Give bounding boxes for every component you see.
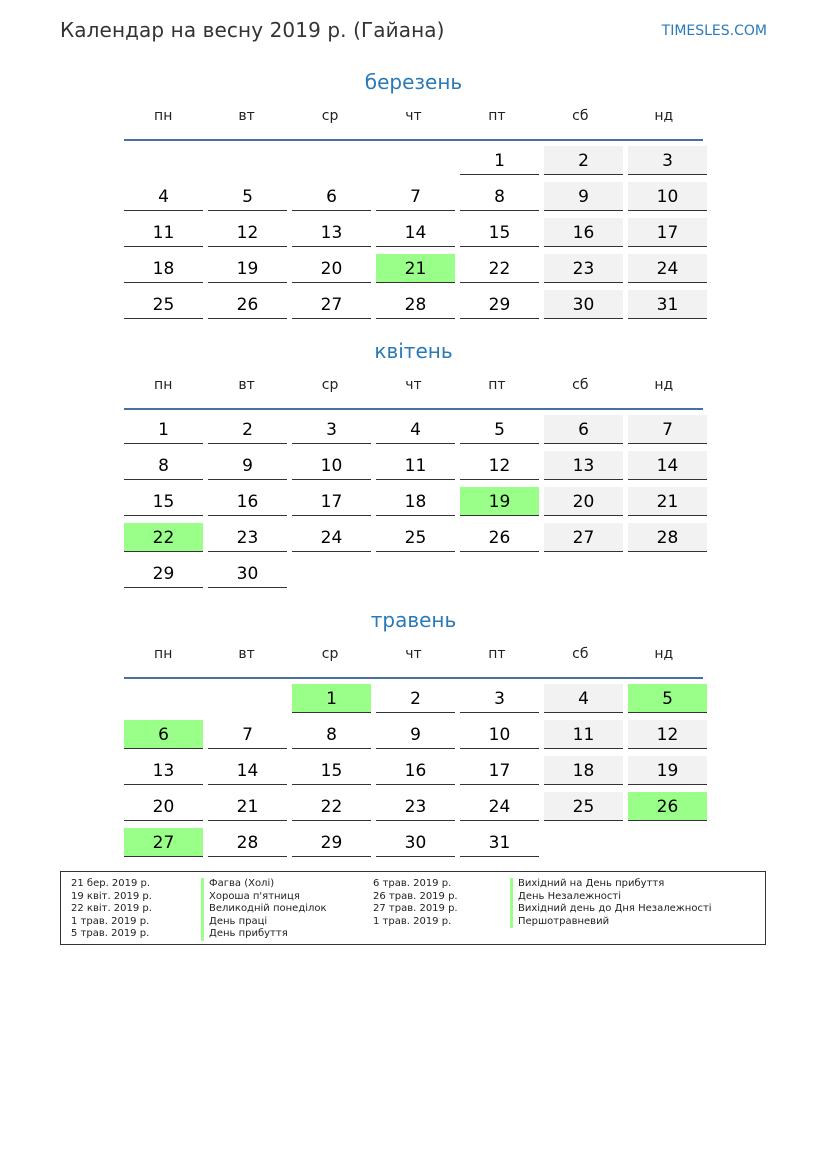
holiday-day-cell: 21 [376,254,455,283]
day-cell: 25 [124,290,203,319]
day-cell: 2 [208,415,287,444]
day-cell: 17 [460,756,539,785]
day-cell: 21 [208,792,287,821]
holiday-day-cell: 6 [124,720,203,749]
day-cell: 18 [124,254,203,283]
day-cell: 27 [544,523,623,552]
day-cell: 13 [544,451,623,480]
weekday-label: ср [321,108,339,124]
day-cell: 15 [124,487,203,516]
day-cell: 14 [208,756,287,785]
site-link[interactable]: TIMESLES.COM [661,23,767,39]
legend-date: 21 бер. 2019 р. [71,878,151,889]
day-cell: 31 [628,290,707,319]
weekday-label: вт [238,646,255,662]
day-cell: 9 [544,182,623,211]
weekday-label: вт [238,377,255,393]
day-cell: 28 [628,523,707,552]
day-cell: 8 [292,720,371,749]
weekday-label: вт [238,108,255,124]
holiday-legend [60,871,766,945]
day-cell: 9 [376,720,455,749]
day-cell: 16 [376,756,455,785]
day-cell: 10 [628,182,707,211]
legend-date: 19 квіт. 2019 р. [71,890,152,902]
weekday-header [124,642,703,679]
weekday-label: пн [154,377,173,393]
legend-holiday-name: Фагва (Холі) [201,878,327,891]
day-cell: 11 [544,720,623,749]
weekday-label: пт [488,108,506,124]
day-cell: 15 [460,218,539,247]
weekday-label: чт [405,377,422,393]
day-cell: 29 [292,828,371,857]
weekday-label: нд [654,108,674,124]
day-cell: 4 [124,182,203,211]
day-cell: 23 [208,523,287,552]
day-cell: 31 [460,828,539,857]
day-cell: 20 [544,487,623,516]
empty-cell [376,146,455,175]
day-cell: 5 [460,415,539,444]
day-cell: 12 [208,218,287,247]
legend-date: 27 трав. 2019 р. [373,903,458,914]
day-cell: 20 [292,254,371,283]
day-cell: 1 [460,146,539,175]
day-cell: 30 [208,559,287,588]
legend-date: 26 трав. 2019 р. [373,890,458,902]
weekday-label: сб [572,646,589,662]
day-cell: 3 [460,684,539,713]
empty-cell [208,146,287,175]
day-cell: 7 [376,182,455,211]
legend-date: 6 трав. 2019 р. [373,878,452,889]
legend-holiday-name: День Незалежності [510,891,712,904]
month-block [124,335,703,595]
day-cell: 13 [124,756,203,785]
legend-holiday-name: Хороша п'ятниця [201,891,327,904]
month-block [124,604,703,864]
day-cell: 9 [208,451,287,480]
holiday-day-cell: 26 [628,792,707,821]
weekday-label: нд [654,646,674,662]
day-cell: 5 [208,182,287,211]
day-cell: 15 [292,756,371,785]
weekday-label: пт [488,377,506,393]
legend-date: 1 трав. 2019 р. [373,915,452,927]
day-cell: 27 [292,290,371,319]
day-cell: 24 [628,254,707,283]
day-cell: 25 [544,792,623,821]
day-cell: 28 [208,828,287,857]
day-cell: 11 [376,451,455,480]
weekday-label: чт [405,646,422,662]
weekday-label: пн [154,646,173,662]
day-cell: 16 [208,487,287,516]
weekday-label: ср [321,646,339,662]
day-cell: 22 [460,254,539,283]
day-cell: 12 [628,720,707,749]
day-cell: 13 [292,218,371,247]
day-cell: 20 [124,792,203,821]
day-cell: 28 [376,290,455,319]
day-cell: 14 [376,218,455,247]
day-cell: 7 [208,720,287,749]
weekday-label: сб [572,108,589,124]
legend-holiday-name: День прибуття [201,928,327,941]
day-cell: 3 [628,146,707,175]
legend-date: 22 квіт. 2019 р. [71,903,152,914]
empty-cell [208,684,287,713]
legend-holiday-name: День праці [201,916,327,929]
day-cell: 26 [208,290,287,319]
legend-date: 5 трав. 2019 р. [71,928,150,939]
month-name: квітень [374,339,453,363]
weekday-label: нд [654,377,674,393]
day-cell: 6 [292,182,371,211]
day-cell: 4 [376,415,455,444]
legend-date: 1 трав. 2019 р. [71,915,150,927]
weekday-label: сб [572,377,589,393]
day-cell: 8 [124,451,203,480]
day-cell: 25 [376,523,455,552]
legend-dates-left [71,878,152,941]
day-cell: 2 [376,684,455,713]
day-cell: 2 [544,146,623,175]
month-name: травень [370,608,457,632]
day-cell: 3 [292,415,371,444]
day-cell: 29 [124,559,203,588]
day-cell: 1 [124,415,203,444]
month-block [124,66,703,326]
day-cell: 18 [544,756,623,785]
day-cell: 14 [628,451,707,480]
day-cell: 11 [124,218,203,247]
day-cell: 19 [628,756,707,785]
empty-cell [124,684,203,713]
weekday-label: чт [405,108,422,124]
day-cell: 23 [544,254,623,283]
empty-cell [292,146,371,175]
holiday-day-cell: 27 [124,828,203,857]
day-cell: 22 [292,792,371,821]
day-cell: 4 [544,684,623,713]
holiday-day-cell: 19 [460,487,539,516]
weekday-header [124,104,703,141]
day-cell: 18 [376,487,455,516]
day-cell: 10 [292,451,371,480]
day-cell: 30 [544,290,623,319]
day-cell: 12 [460,451,539,480]
day-grid [124,146,703,326]
holiday-day-cell: 1 [292,684,371,713]
legend-holiday-name: Вихідний день до Дня Незалежності [510,903,712,916]
weekday-label: ср [321,377,339,393]
day-cell: 16 [544,218,623,247]
holiday-day-cell: 5 [628,684,707,713]
day-cell: 21 [628,487,707,516]
day-cell: 7 [628,415,707,444]
page-title: Календар на весну 2019 р. (Гайана) [60,18,445,42]
weekday-label: пт [488,646,506,662]
day-cell: 17 [628,218,707,247]
legend-names-left [201,878,327,941]
day-cell: 30 [376,828,455,857]
day-cell: 24 [460,792,539,821]
day-grid [124,415,703,595]
legend-dates-right [373,878,458,928]
legend-holiday-name: Вихідний на День прибуття [510,878,712,891]
day-cell: 23 [376,792,455,821]
month-name: березень [364,70,463,94]
day-grid [124,684,703,864]
day-cell: 19 [208,254,287,283]
legend-holiday-name: Першотравневий [510,916,712,929]
day-cell: 17 [292,487,371,516]
day-cell: 10 [460,720,539,749]
weekday-header [124,373,703,410]
empty-cell [124,146,203,175]
legend-names-right [510,878,712,928]
day-cell: 24 [292,523,371,552]
weekday-label: пн [154,108,173,124]
day-cell: 26 [460,523,539,552]
legend-holiday-name: Великодній понеділок [201,903,327,916]
holiday-day-cell: 22 [124,523,203,552]
day-cell: 8 [460,182,539,211]
day-cell: 29 [460,290,539,319]
day-cell: 6 [544,415,623,444]
